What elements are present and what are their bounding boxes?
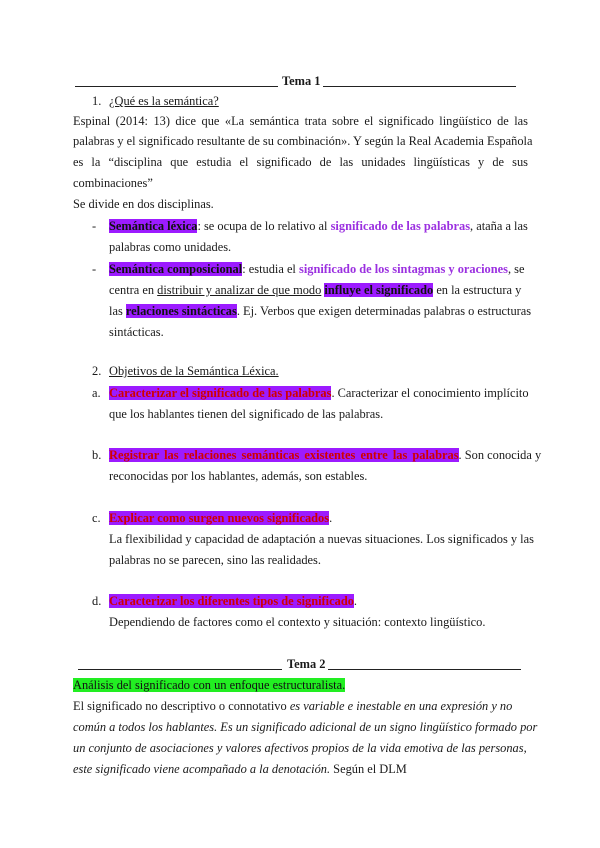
bullet2-highlight: Semántica composicional <box>109 262 243 276</box>
q2-number: 2. <box>92 364 102 378</box>
bullet2-end: , se <box>507 262 525 276</box>
tema2-green-highlight: Análisis del significado con un enfoque estructuralista. <box>73 678 346 692</box>
obj-c-line2: La flexibilidad y capacidad de adaptación a nuevas situaciones. Los significados y las <box>109 532 534 546</box>
obj-c-line1 <box>109 510 332 526</box>
bullet2-l3-highlight: relaciones sintácticas <box>125 304 237 318</box>
bullet2-line1 <box>109 261 524 277</box>
bullet2-purple: significado de los sintagmas y oraciones <box>299 262 508 276</box>
obj-d-letter: d. <box>92 594 102 608</box>
tema2-p-l1a: El significado no descriptivo o connotativo <box>73 699 287 713</box>
heading-tema2: Tema 2 <box>287 657 326 671</box>
tema2-p-l4b: Según el DLM <box>333 762 407 776</box>
bullet2-l2a: centra en <box>109 283 155 297</box>
obj-b-line1 <box>109 447 541 463</box>
rule-left-tema2 <box>78 669 282 670</box>
bullet1-dash: - <box>92 219 97 233</box>
p1-line2: palabras y el significado resultante de su combinación». Y según la Real Academia Española <box>73 134 533 148</box>
bullet1-end: , ataña a las <box>470 219 528 233</box>
tema2-p-l4a: este significado viene acompañado a la denotación. <box>73 762 331 776</box>
obj-a-letter: a. <box>92 386 101 400</box>
obj-a-line2: que los hablantes tienen del significado de las palabras. <box>109 407 384 421</box>
bullet2-l2c: en la estructura y <box>436 283 522 297</box>
obj-c-line3: palabras no se parecen, sino las realidades. <box>109 553 321 567</box>
tema2-p-line2: común a todos los hablantes. Es un significado adicional de un signo lingüístico formado por <box>73 720 538 734</box>
heading-tema1: Tema 1 <box>282 74 321 88</box>
bullet2-line3 <box>109 303 531 319</box>
obj-b-rest: . Son conocida y <box>458 448 542 462</box>
tema2-p-line3: un conjunto de asociaciones y valores afectivos propios de la vida emotiva de las personas, <box>73 741 527 755</box>
bullet1-line2: palabras como unidades. <box>109 240 232 254</box>
obj-a-highlight: Caracterizar el significado de las palabras <box>109 386 332 400</box>
obj-d-line1 <box>109 593 357 609</box>
bullet2-line2 <box>109 282 521 298</box>
tema2-p-l1b: es variable e inestable en una expresión y no <box>289 699 513 713</box>
bullet1-highlight: Semántica léxica <box>109 219 198 233</box>
obj-c-letter: c. <box>92 511 101 525</box>
obj-d-rest: . <box>353 594 358 608</box>
bullet2-l3a: las <box>109 304 123 318</box>
bullet2-line4: sintácticas. <box>109 325 164 339</box>
rule-left-tema1 <box>75 86 278 87</box>
obj-a-rest: . Caracterizar el conocimiento implícito <box>331 386 529 400</box>
bullet2-l2-highlight: influye el significado <box>324 283 434 297</box>
obj-d-line2: Dependiendo de factores como el contexto y situación: contexto lingüístico. <box>109 615 486 629</box>
obj-b-letter: b. <box>92 448 102 462</box>
tema2-p-line4 <box>73 761 407 777</box>
obj-b-highlight: Registrar las relaciones semánticas existentes entre las palabras <box>109 448 459 462</box>
q2-heading: Objetivos de la Semántica Léxica. <box>109 364 279 378</box>
p1-line4: combinaciones” <box>73 176 153 190</box>
divide-line: Se divide en dos disciplinas. <box>73 197 214 211</box>
obj-b-line2: reconocidas por los hablantes, además, son estables. <box>109 469 368 483</box>
obj-c-rest: . <box>329 511 333 525</box>
bullet2-mid: : estudia el <box>242 262 296 276</box>
q1-heading: ¿Qué es la semántica? <box>109 94 219 108</box>
bullet1-purple: significado de las palabras <box>330 219 471 233</box>
bullet1-mid: : se ocupa de lo relativo al <box>197 219 328 233</box>
tema2-p-line1 <box>73 698 512 714</box>
obj-a-line1 <box>109 385 529 401</box>
p1-line3: es la “disciplina que estudia el significado de las unidades lingüísticas y de sus <box>73 155 528 169</box>
bullet2-dash: - <box>92 262 97 276</box>
rule-right-tema2 <box>328 669 521 670</box>
p1-line1: Espinal (2014: 13) dice que «La semántica trata sobre el significado lingüístico de las <box>73 114 528 128</box>
bullet2-l2b: distribuir y analizar de que modo <box>157 283 322 297</box>
bullet1-line1 <box>109 218 528 234</box>
obj-c-highlight: Explicar como surgen nuevos significados <box>109 511 330 525</box>
tema2-green-line <box>73 677 345 693</box>
rule-right-tema1 <box>323 86 516 87</box>
bullet2-l3b: . Ej. Verbos que exigen determinadas palabras o estructuras <box>236 304 532 318</box>
obj-d-highlight: Caracterizar los diferentes tipos de significado <box>109 594 354 608</box>
q1-number: 1. <box>92 94 102 108</box>
